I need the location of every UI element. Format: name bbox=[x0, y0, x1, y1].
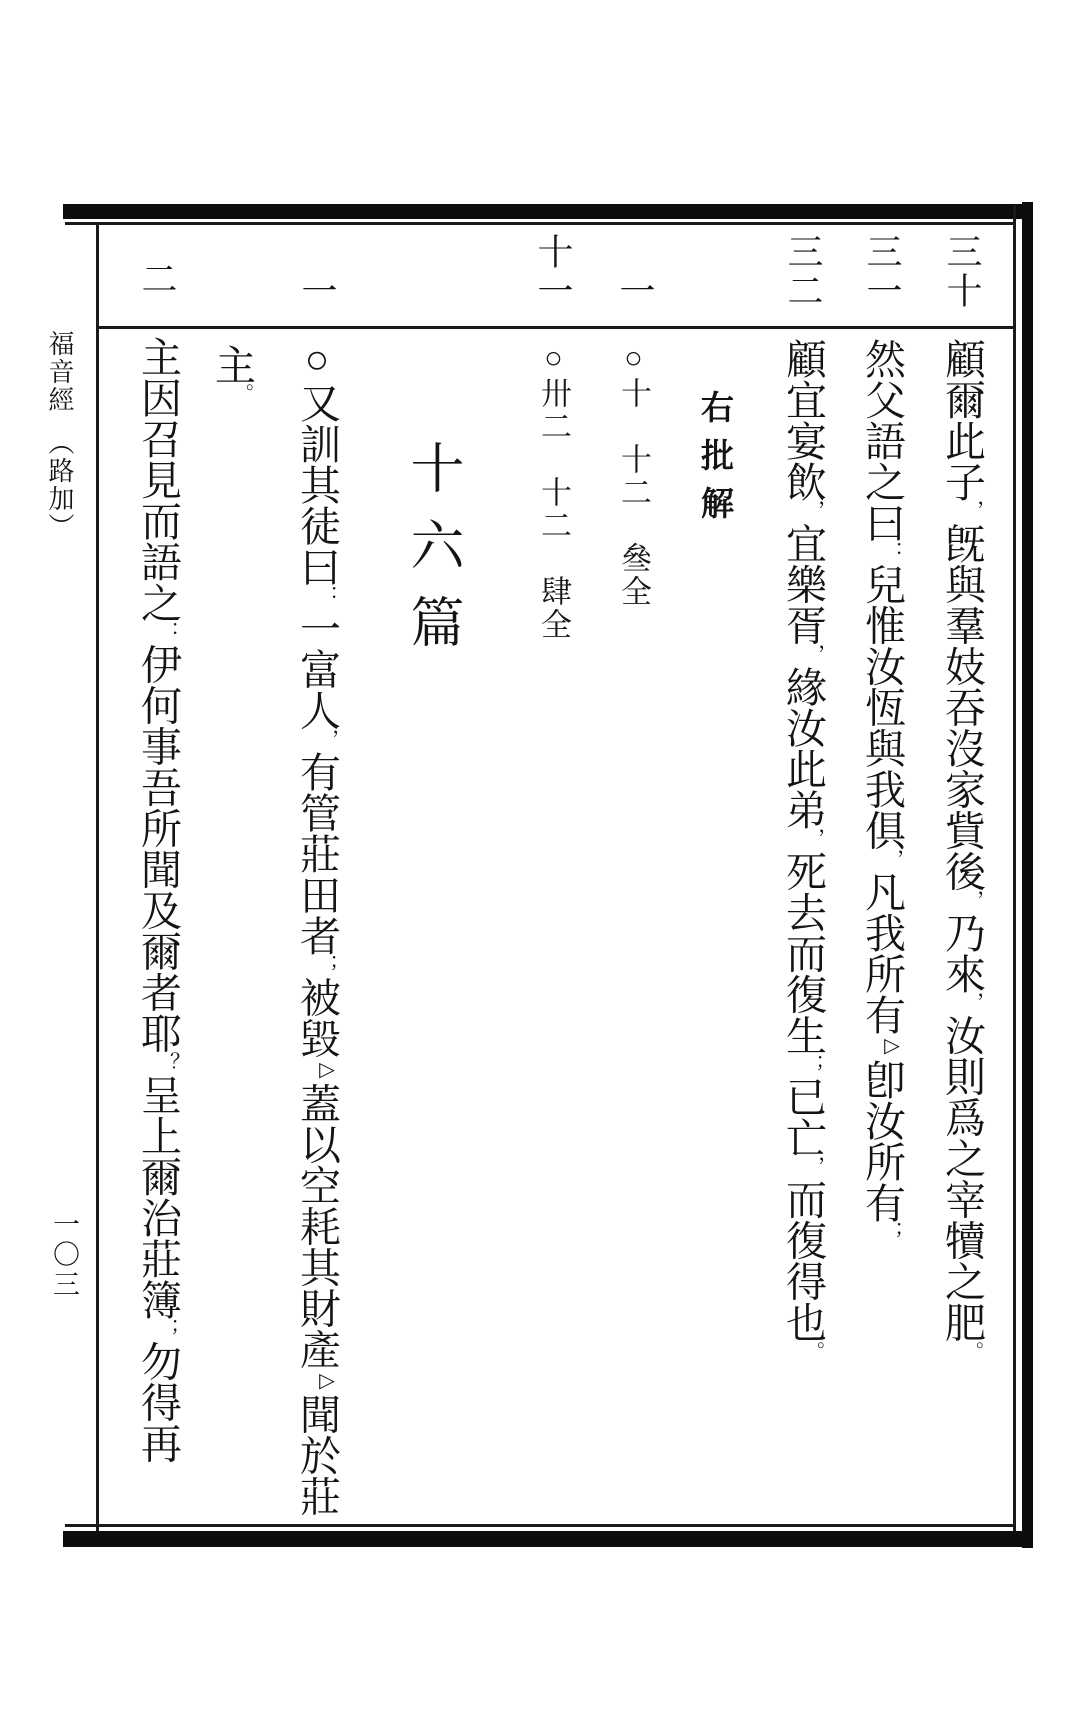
verse-number-31: 三一 bbox=[862, 233, 902, 311]
verse-number-rule bbox=[97, 326, 1014, 329]
ch16-verse-text-2: 主因召見而語之：伊何事吾所聞及爾者耶？呈上爾治莊簿；勿得再 bbox=[135, 336, 181, 1464]
verse-number-30: 三十 bbox=[942, 233, 982, 311]
frame-bottom-bar bbox=[63, 1531, 1030, 1547]
annotation-verse-number-1: 一 bbox=[615, 272, 655, 311]
verse-text-32: 顧宜宴飲，宜樂胥，緣汝此弟，死去而復生；已亡，而復得也。 bbox=[780, 338, 826, 1361]
frame-left-rule bbox=[96, 222, 99, 1531]
frame-top-rule bbox=[65, 222, 1015, 225]
verse-text-31: 然父語之曰：兒惟汝恆與我俱，凡我所有▷卽汝所有； bbox=[859, 338, 905, 1242]
page-number: 一〇三 bbox=[49, 1210, 79, 1300]
ch16-verse-number-1: 一 bbox=[297, 272, 337, 311]
chapter-heading: 十六篇 bbox=[403, 440, 463, 671]
margin-running-title: 福音經 （路加） bbox=[45, 330, 74, 541]
annotation-refs-11: ○卅二 十二 肆全 bbox=[536, 340, 571, 641]
frame-top-bar bbox=[63, 204, 1030, 219]
annotation-verse-number-11: 十一 bbox=[533, 233, 573, 311]
frame-right-inner-rule bbox=[1013, 205, 1016, 1535]
ch16-verse-text-1-continuation: 主。 bbox=[209, 344, 255, 404]
verse-number-32: 三二 bbox=[783, 233, 823, 311]
frame-right-bar bbox=[1022, 202, 1033, 1548]
annotation-heading: 右批解 bbox=[697, 390, 734, 534]
ch16-verse-number-2: 二 bbox=[137, 260, 177, 299]
frame-bottom-rule bbox=[65, 1524, 1015, 1527]
ch16-verse-text-1: ○又訓其徒曰：一富人，有管莊田者；被毀▷蓋以空耗其財產▷聞於莊 bbox=[294, 336, 340, 1517]
annotation-refs-1: ○十 十二 叄全 bbox=[616, 340, 651, 608]
verse-text-30: 顧爾此子，旣與羣妓吞沒家貲後，乃來，汝則爲之宰犢之肥。 bbox=[939, 338, 985, 1361]
